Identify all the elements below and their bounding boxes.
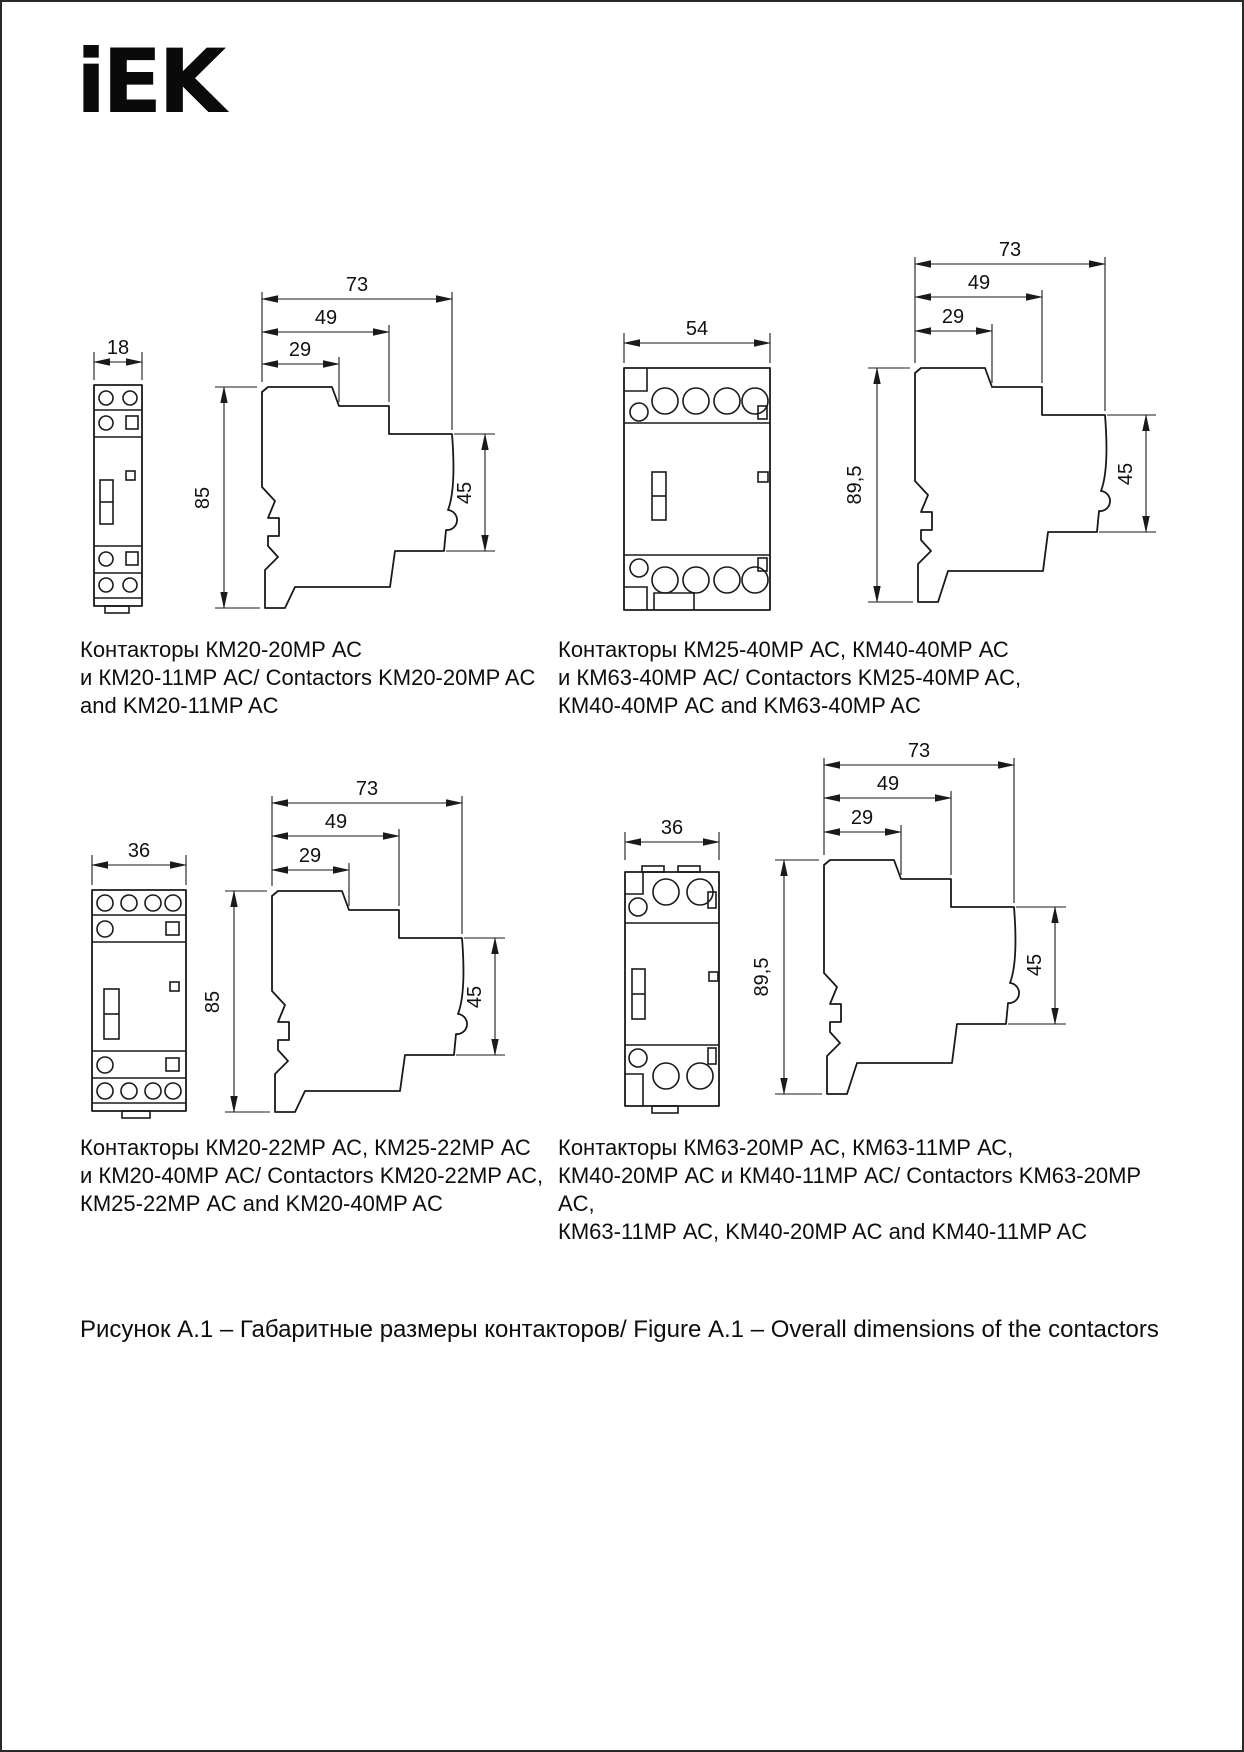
dim-front-width: 18 xyxy=(106,337,130,359)
caption-line: КМ40-40МР АС and KM63-40MP AC xyxy=(558,693,921,718)
caption-line: и КМ20-11МР АС/ Contactors KM20-20MP AC xyxy=(80,665,536,690)
side-view-km25-40 xyxy=(915,368,1110,602)
caption-line: и КМ20-40МР АС/ Contactors KM20-22MP AC, xyxy=(80,1163,544,1188)
dim-49: 49 xyxy=(314,307,338,329)
dim-front-width: 36 xyxy=(660,817,684,839)
dim-49: 49 xyxy=(324,811,348,833)
front-view-km63-20 xyxy=(625,866,719,1113)
caption-line: КМ63-11МР АС, KM40-20MP AC and KM40-11MP AC xyxy=(558,1219,1088,1244)
dim-73: 73 xyxy=(907,740,931,762)
dim-73: 73 xyxy=(355,778,379,800)
dim-49: 49 xyxy=(967,272,991,294)
caption-km63-20 xyxy=(558,1134,1178,1246)
drawing-group-km20-22 xyxy=(92,778,505,1118)
side-view-km20-20 xyxy=(262,387,457,608)
dimension-drawings xyxy=(2,2,1244,1752)
drawing-group-km25-40 xyxy=(624,239,1156,610)
dim-45: 45 xyxy=(454,481,476,505)
caption-line: Контакторы КМ25-40МР АС, КМ40-40МР АС xyxy=(558,637,1009,662)
side-view-km63-20 xyxy=(824,860,1019,1094)
caption-km20-20 xyxy=(80,636,550,720)
dim-front-width: 36 xyxy=(127,840,151,862)
iek-logo: iEK xyxy=(76,30,223,133)
dim-front-width: 54 xyxy=(685,318,709,340)
caption-line: КМ40-20МР АС и КМ40-11МР АС/ Contactors KM63-20MP AC, xyxy=(558,1163,1141,1216)
caption-line: and KM20-11MP AC xyxy=(80,693,279,718)
figure-caption: Рисунок А.1 – Габаритные размеры контакторов/ Figure А.1 – Overall dimensions of the contactors xyxy=(80,1316,1159,1343)
dim-height: 85 xyxy=(192,486,214,510)
front-view-km25-40 xyxy=(624,368,770,610)
front-view-km20-22 xyxy=(92,890,186,1118)
drawing-group-km20-20 xyxy=(94,274,495,613)
dim-45: 45 xyxy=(464,985,486,1009)
side-view-km20-22 xyxy=(272,891,467,1112)
caption-line: Контакторы КМ20-22МР АС, КМ25-22МР АС xyxy=(80,1135,531,1160)
caption-line: Контакторы КМ20-20МР АС xyxy=(80,637,362,662)
dim-45: 45 xyxy=(1115,462,1137,486)
drawing-group-km63-20 xyxy=(625,740,1066,1113)
caption-line: и КМ63-40МР АС/ Contactors KM25-40MP AC, xyxy=(558,665,1022,690)
caption-km25-40 xyxy=(558,636,1028,720)
dim-height: 89,5 xyxy=(844,465,866,505)
front-view-km20-20 xyxy=(94,385,142,613)
dim-73: 73 xyxy=(345,274,369,296)
dim-29: 29 xyxy=(850,807,874,829)
caption-line: Контакторы КМ63-20МР АС, КМ63-11МР АС, xyxy=(558,1135,1014,1160)
dim-45: 45 xyxy=(1024,953,1046,977)
caption-line: КМ25-22МР АС and KM20-40MP AC xyxy=(80,1191,443,1216)
dim-73: 73 xyxy=(998,239,1022,261)
dim-49: 49 xyxy=(876,773,900,795)
dim-height: 89,5 xyxy=(751,957,773,997)
dim-29: 29 xyxy=(298,845,322,867)
dim-height: 85 xyxy=(202,990,224,1014)
dim-29: 29 xyxy=(288,339,312,361)
dim-29: 29 xyxy=(941,306,965,328)
caption-km20-22 xyxy=(80,1134,550,1218)
